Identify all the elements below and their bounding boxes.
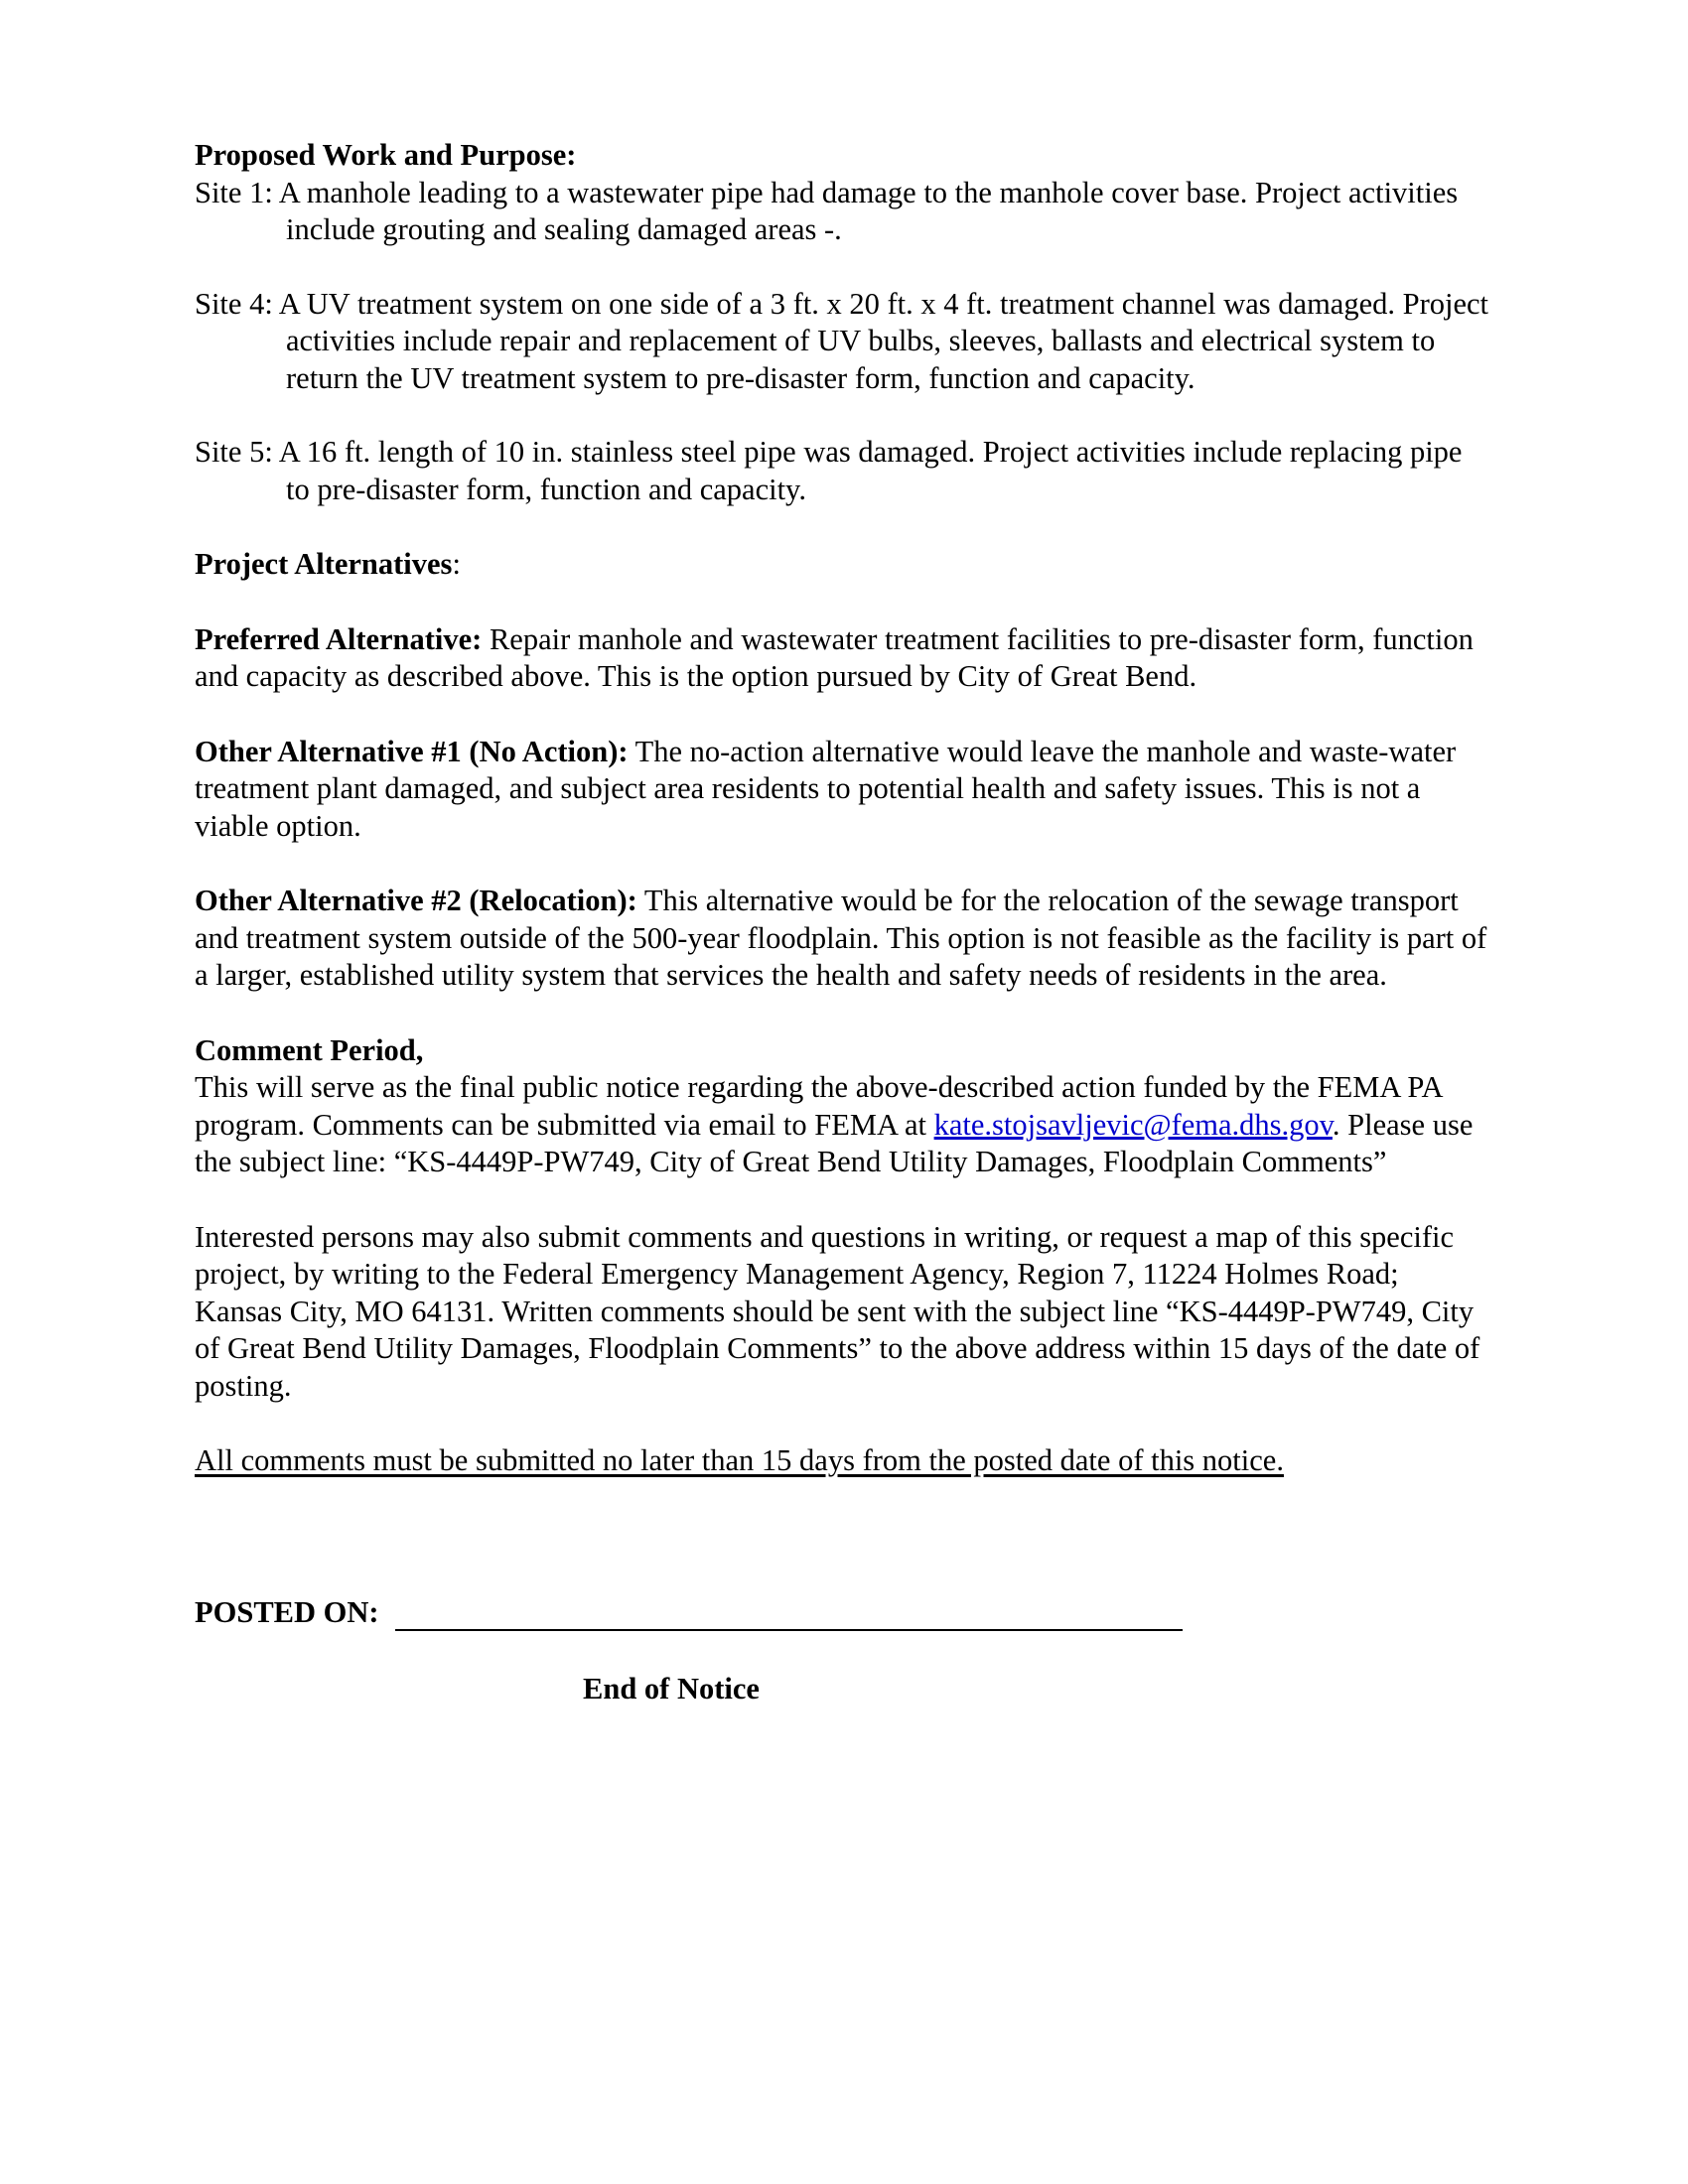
proposed-work-heading: Proposed Work and Purpose:	[195, 138, 577, 172]
spacer	[195, 995, 1488, 1032]
posted-on-row	[195, 1594, 1488, 1632]
document-body	[195, 137, 1488, 1708]
spacer	[195, 1558, 1488, 1594]
deadline-statement	[195, 1442, 1488, 1480]
other-alternative-1-lead: Other Alternative #1 (No Action):	[195, 734, 629, 768]
spacer	[195, 845, 1488, 883]
spacer	[195, 249, 1488, 286]
spacer	[195, 584, 1488, 621]
posted-on-label: POSTED ON:	[195, 1594, 379, 1629]
spacer	[195, 397, 1488, 434]
comment-period-paragraph	[195, 1069, 1488, 1181]
preferred-alternative-body: Repair manhole and wastewater treatment facilities to pre-disaster form, function and capacity as described above. This is the option pursued by City of Great Bend.	[195, 621, 1474, 693]
writing-instructions-paragraph: Interested persons may also submit comments and questions in writing, or request a map of this specific project, by writing to the Federal Emergency Management Agency, Region 7, 11224 Holmes Road; Kansas City, MO 64131. Written comments should be sent with the subject line “KS-4449P-PW749, City of Great Bend Utility Damages, Floodplain Comments” to the above address within 15 days of the date of posting.	[195, 1219, 1480, 1403]
spacer	[195, 1405, 1488, 1442]
posted-on-blank-line[interactable]	[395, 1603, 1183, 1631]
other-alternative-1-body: The no-action alternative would leave the manhole and waste-water treatment plant damaged, and subject area residents to potential health and safety issues. This is not a viable option.	[195, 734, 1457, 843]
project-alternatives-heading	[195, 546, 1488, 584]
preferred-alternative-lead: Preferred Alternative:	[195, 621, 483, 656]
site-paragraph-5: Site 5: A 16 ft. length of 10 in. stainless steel pipe was damaged. Project activities include replacing pipe to pre-disaster form, function and capacity.	[195, 435, 1463, 506]
comment-period-text-after-link: . Please use the subject line: “KS-4449P-PW749, City of Great Bend Utility Damages, Floodplain Comments”	[195, 1107, 1474, 1178]
other-alternative-1-paragraph	[195, 734, 1488, 846]
project-alternatives-heading-colon: :	[452, 547, 461, 581]
other-alternative-2-paragraph	[195, 883, 1488, 995]
spacer	[195, 696, 1488, 734]
site-paragraph-4: Site 4: A UV treatment system on one side of a 3 ft. x 20 ft. x 4 ft. treatment channel was damaged. Project activities include repair and replacement of UV bulbs, sleeves, ballasts and electrical system to return the UV treatment system to pre-disaster form, function and capacity.	[195, 286, 1489, 395]
other-alternative-2-lead: Other Alternative #2 (Relocation):	[195, 884, 637, 917]
deadline-statement-text: All comments must be submitted no later than 15 days from the posted date of this notice.	[195, 1443, 1284, 1477]
end-of-notice-label: End of Notice	[583, 1672, 760, 1706]
project-alternatives-heading-label: Project Alternatives	[195, 547, 453, 581]
other-alternative-2-body: This alternative would be for the relocation of the sewage transport and treatment system outside of the 500-year floodplain. This option is not feasible as the facility is part of a larger, established utility system that services the health and safety needs of residents in the area.	[195, 884, 1487, 992]
spacer	[195, 508, 1488, 546]
site-paragraph-1: Site 1: A manhole leading to a wastewater pipe had damage to the manhole cover base. Project activities include grouting and sealing damaged areas -.	[195, 175, 1459, 246]
comment-period-heading: Comment Period,	[195, 1032, 424, 1067]
comment-period-text-before-link: This will serve as the final public notice regarding the above-described action funded by the FEMA PA program. Comments can be submitted via email to FEMA at	[195, 1070, 1442, 1142]
spacer	[195, 1631, 1488, 1671]
spacer	[195, 1181, 1488, 1219]
fema-email-link[interactable]: kate.stojsavljevic@fema.dhs.gov	[933, 1107, 1333, 1142]
preferred-alternative-paragraph	[195, 621, 1488, 696]
spacer	[195, 1480, 1488, 1558]
